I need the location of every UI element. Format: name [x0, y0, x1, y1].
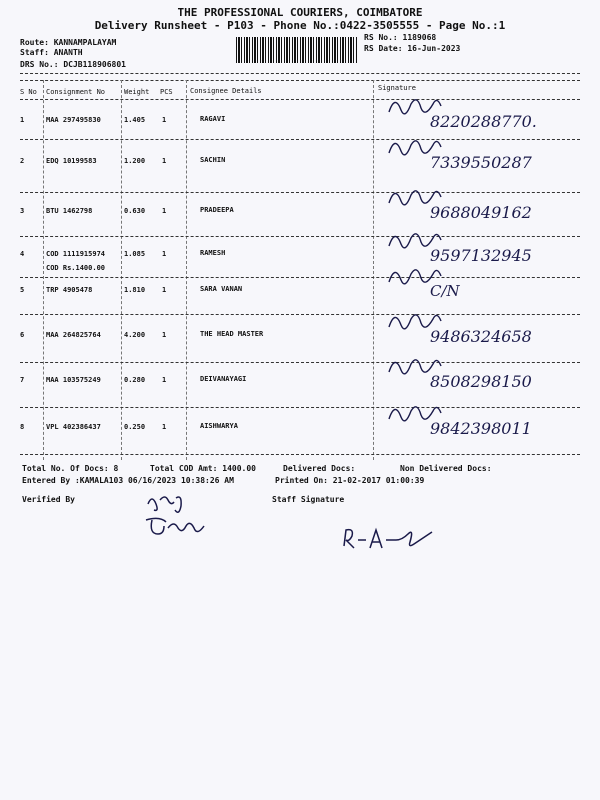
row-consignee-name: SARA VANAN [200, 285, 243, 293]
row-serial-number: 6 [20, 331, 25, 339]
row-signature-phone: 8220288770. [430, 112, 537, 131]
document-subtitle: Delivery Runsheet - P103 - Phone No.:0422-3505555 - Page No.:1 [94, 19, 506, 32]
verifier-signature-image [140, 490, 220, 545]
row-divider [20, 277, 580, 278]
row-weight: 0.250 [124, 423, 146, 431]
column-header-weight: Weight [124, 88, 150, 96]
non-delivered-docs: Non Delivered Docs: [400, 464, 492, 473]
row-serial-number: 4 [20, 250, 25, 258]
row-consignee-name: RAMESH [200, 249, 226, 257]
table-header-rule [20, 99, 580, 100]
row-pieces: 1 [162, 250, 167, 258]
row-divider [20, 407, 580, 408]
delivered-docs: Delivered Docs: [283, 464, 356, 473]
row-consignment-number: TRP 4905478 [46, 286, 93, 294]
staff-label: Staff: ANANTH [20, 48, 83, 57]
verified-by-label: Verified By [22, 495, 75, 504]
row-divider [20, 236, 580, 237]
row-pieces: 1 [162, 423, 167, 431]
rs-number: RS No.: 1189068 [364, 33, 437, 42]
row-serial-number: 1 [20, 116, 25, 124]
row-consignment-number: VPL 402386437 [46, 423, 101, 431]
row-consignment-number: EDQ 10199583 [46, 157, 97, 165]
row-pieces: 1 [162, 376, 167, 384]
printed-on: Printed On: 21-02-2017 01:00:39 [275, 476, 425, 485]
route-label: Route: KANNAMPALAYAM [20, 38, 117, 47]
column-separator [121, 80, 122, 460]
row-weight: 1.085 [124, 250, 146, 258]
column-header-consignee: Consignee Details [190, 87, 262, 95]
row-weight: 0.280 [124, 376, 146, 384]
column-separator [186, 80, 187, 460]
row-consignee-name: SACHIN [200, 156, 226, 164]
column-header-signature: Signature [378, 84, 416, 92]
table-top-rule [20, 73, 580, 74]
row-signature-phone: 9597132945 [430, 246, 532, 265]
row-pieces: 1 [162, 207, 167, 215]
row-serial-number: 7 [20, 376, 25, 384]
column-header-sno: S No [20, 88, 37, 96]
row-consignment-number: MAA 297495830 [46, 116, 101, 124]
column-header-pcs: PCS [160, 88, 173, 96]
row-signature-phone: 7339550287 [430, 153, 532, 172]
row-signature-phone: 8508298150 [430, 372, 532, 391]
row-cod-amount: COD Rs.1400.00 [46, 264, 106, 272]
row-pieces: 1 [162, 157, 167, 165]
row-signature-phone: 9688049162 [430, 203, 532, 222]
row-divider [20, 314, 580, 315]
row-weight: 1.810 [124, 286, 146, 294]
row-serial-number: 2 [20, 157, 25, 165]
row-consignee-name: PRADEEPA [200, 206, 234, 214]
row-pieces: 1 [162, 116, 167, 124]
barcode-image [236, 37, 358, 63]
column-separator [373, 80, 374, 460]
row-serial-number: 3 [20, 207, 25, 215]
row-serial-number: 8 [20, 423, 25, 431]
column-separator [43, 80, 44, 460]
row-consignee-name: DEIVANAYAGI [200, 375, 247, 383]
row-weight: 0.630 [124, 207, 146, 215]
row-consignee-name: AISHWARYA [200, 422, 238, 430]
row-consignment-number: MAA 103575249 [46, 376, 101, 384]
row-consignment-number: MAA 264825764 [46, 331, 101, 339]
table-top-rule-2 [20, 80, 580, 81]
row-pieces: 1 [162, 286, 167, 294]
row-signature-phone: 9842398011 [430, 419, 532, 438]
document-title: THE PROFESSIONAL COURIERS, COIMBATORE [177, 6, 423, 19]
column-header-consignment: Consignment No [46, 88, 106, 96]
row-pieces: 1 [162, 331, 167, 339]
entered-by: Entered By :KAMALA103 06/16/2023 10:38:26 AM [22, 476, 234, 485]
row-serial-number: 5 [20, 286, 25, 294]
row-consignee-name: RAGAVI [200, 115, 226, 123]
row-divider [20, 192, 580, 193]
row-weight: 1.405 [124, 116, 146, 124]
rs-date: RS Date: 16-Jun-2023 [364, 44, 461, 53]
row-divider [20, 454, 580, 455]
staff-signature-label: Staff Signature [272, 495, 345, 504]
row-consignment-number: BTU 1462798 [46, 207, 93, 215]
total-cod-amount: Total COD Amt: 1400.00 [150, 464, 256, 473]
row-signature-phone: 9486324658 [430, 327, 532, 346]
row-divider [20, 362, 580, 363]
row-consignee-name: THE HEAD MASTER [200, 330, 264, 338]
row-signature-phone: C/N [430, 282, 460, 300]
total-docs: Total No. Of Docs: 8 [22, 464, 119, 473]
row-divider [20, 139, 580, 140]
row-consignment-number: COD 1111915974 [46, 250, 106, 258]
drs-number: DRS No.: DCJB118906801 [20, 60, 126, 69]
row-weight: 1.200 [124, 157, 146, 165]
staff-signature-image [340, 516, 440, 556]
row-weight: 4.200 [124, 331, 146, 339]
